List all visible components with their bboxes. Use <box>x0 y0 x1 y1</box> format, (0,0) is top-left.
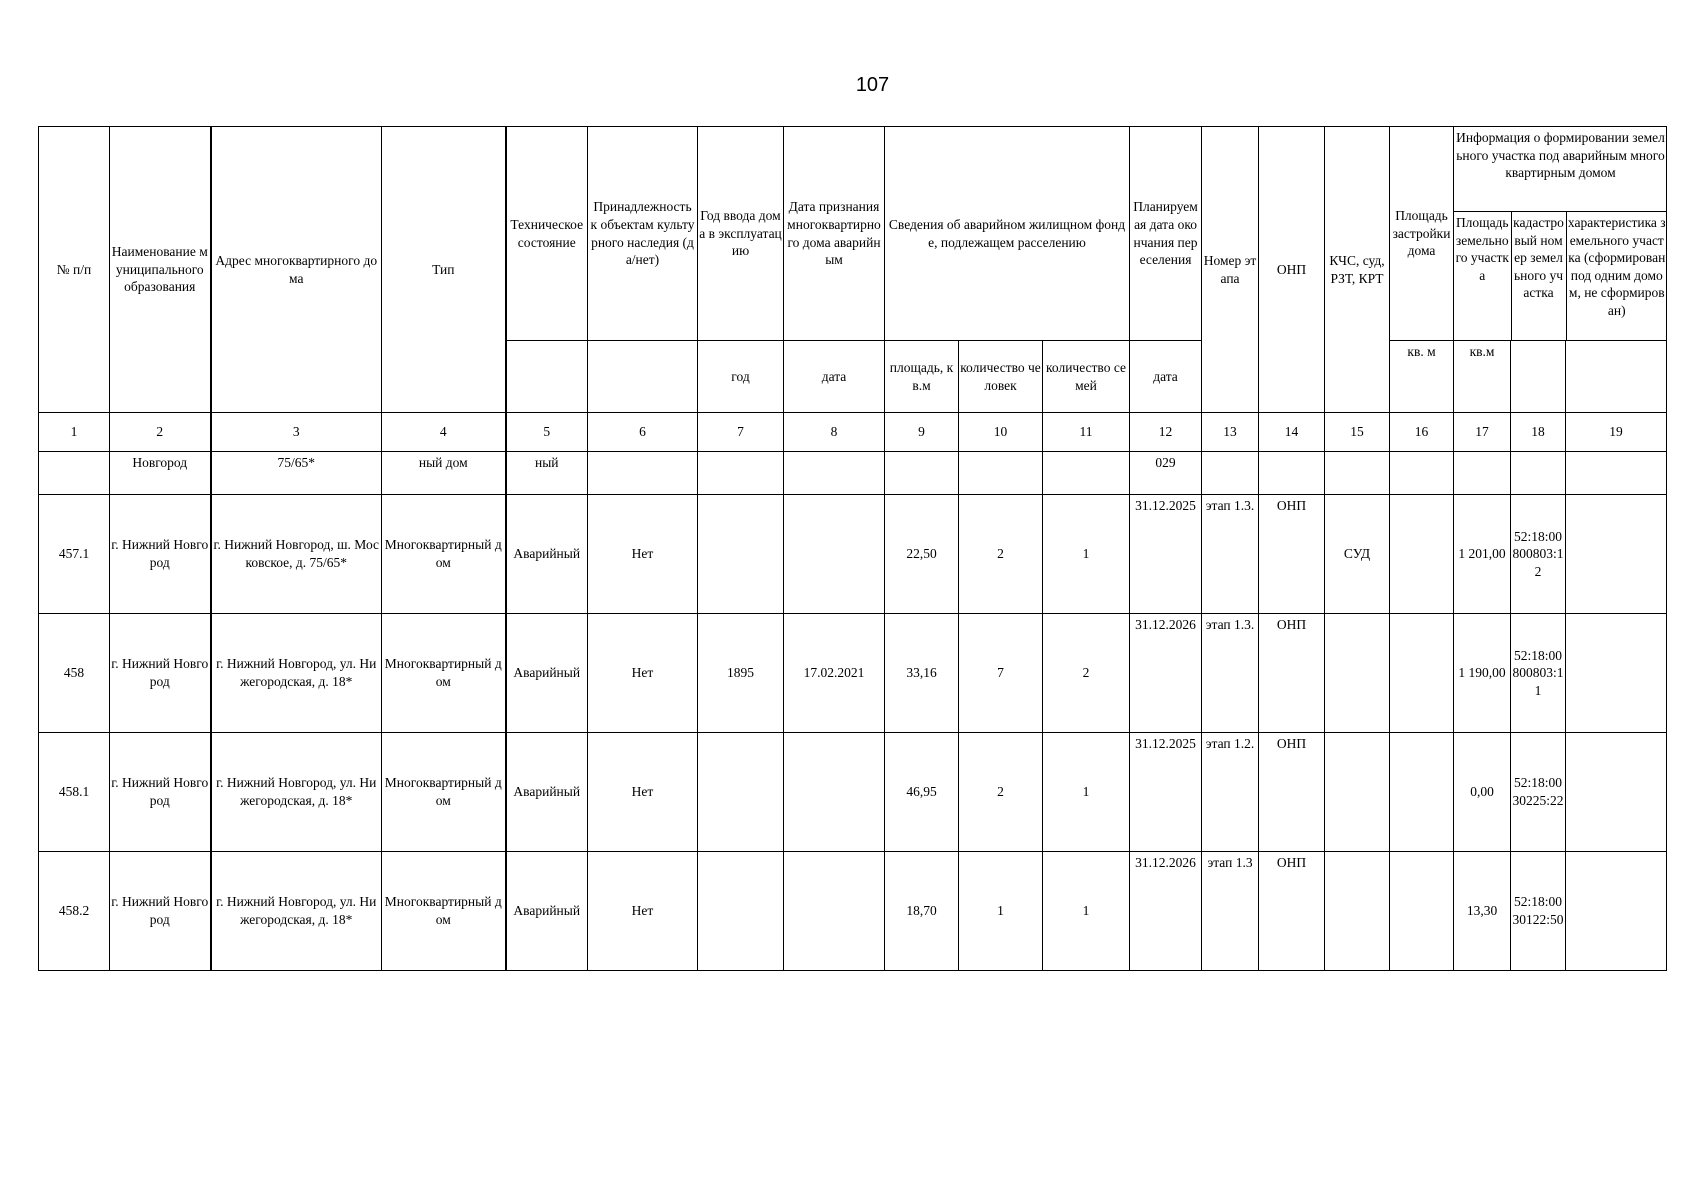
cell <box>1202 452 1259 495</box>
cell <box>588 452 698 495</box>
land-char-cell <box>1566 614 1667 733</box>
heritage-cell: Нет <box>588 495 698 614</box>
area-cell: 18,70 <box>885 852 959 971</box>
families-cell: 1 <box>1043 852 1130 971</box>
col-number: 7 <box>698 413 784 452</box>
kchs-cell <box>1325 614 1390 733</box>
condition-cell: Аварийный <box>506 614 588 733</box>
stage-cell: этап 1.3 <box>1202 852 1259 971</box>
heritage-cell: Нет <box>588 614 698 733</box>
municipality-cell: г. Нижний Новгород <box>110 614 211 733</box>
table-row <box>39 733 1667 852</box>
cell: 75/65* <box>211 452 382 495</box>
cadastral-cell: 52:18:00800803:11 <box>1511 614 1566 733</box>
people-cell: 2 <box>959 733 1043 852</box>
subheader-land-char <box>1566 341 1667 413</box>
subheader-build-area: кв. м <box>1390 341 1454 413</box>
header-land-area: Площадь земельного участка <box>1454 212 1511 341</box>
build-area-cell <box>1390 614 1454 733</box>
subheader-year: год <box>698 341 784 413</box>
municipality-cell: г. Нижний Новгород <box>110 733 211 852</box>
row-number: 458.1 <box>39 733 110 852</box>
col-number: 14 <box>1259 413 1325 452</box>
kchs-cell <box>1325 733 1390 852</box>
cell <box>1511 452 1566 495</box>
municipality-cell: г. Нижний Новгород <box>110 495 211 614</box>
header-condition: Техническое состояние <box>506 127 588 341</box>
date-recognized-cell <box>784 852 885 971</box>
land-area-cell: 0,00 <box>1454 733 1511 852</box>
table-row <box>39 852 1667 971</box>
header-land-info <box>1454 127 1667 341</box>
page-number: 107 <box>855 74 890 96</box>
header-emergency-fund: Сведения об аварийном жилищном фонде, подлежащем расселению <box>885 127 1130 341</box>
row-number: 458 <box>39 614 110 733</box>
heritage-cell: Нет <box>588 733 698 852</box>
col-number: 9 <box>885 413 959 452</box>
condition-cell: Аварийный <box>506 852 588 971</box>
header-address: Адрес многоквартирного дома <box>211 127 382 413</box>
col-number: 15 <box>1325 413 1390 452</box>
date-recognized-cell: 17.02.2021 <box>784 614 885 733</box>
cell <box>1325 452 1390 495</box>
cell <box>1259 452 1325 495</box>
land-area-cell: 13,30 <box>1454 852 1511 971</box>
column-numbers-row <box>39 413 1667 452</box>
header-land-info-title: Информация о формировании земельного участка под аварийным многоквартирным домом <box>1454 127 1667 212</box>
type-cell: Многоквартирный дом <box>382 614 506 733</box>
area-cell: 46,95 <box>885 733 959 852</box>
cell <box>959 452 1043 495</box>
land-area-cell: 1 201,00 <box>1454 495 1511 614</box>
condition-cell: Аварийный <box>506 495 588 614</box>
col-number: 17 <box>1454 413 1511 452</box>
header-num: № п/п <box>39 127 110 413</box>
header-municipality: Наименование муниципального образования <box>110 127 211 413</box>
subheader-heritage <box>588 341 698 413</box>
col-number: 13 <box>1202 413 1259 452</box>
onp-cell: ОНП <box>1259 614 1325 733</box>
emergency-housing-table <box>38 126 1667 971</box>
header-land-char: характеристика земельного участка (сформирован под одним домом, не сформирован) <box>1567 215 1666 318</box>
stage-cell: этап 1.3. <box>1202 614 1259 733</box>
kchs-cell: СУД <box>1325 495 1390 614</box>
col-number: 12 <box>1130 413 1202 452</box>
header-stage: Номер этапа <box>1202 127 1259 413</box>
build-area-cell <box>1390 495 1454 614</box>
subheader-date: дата <box>784 341 885 413</box>
address-cell: г. Нижний Новгород, ш. Московское, д. 75/65* <box>211 495 382 614</box>
year-cell: 1895 <box>698 614 784 733</box>
area-cell: 33,16 <box>885 614 959 733</box>
subheader-cadastral <box>1511 341 1566 413</box>
onp-cell: ОНП <box>1259 733 1325 852</box>
col-number: 3 <box>211 413 382 452</box>
heritage-cell: Нет <box>588 852 698 971</box>
header-kchs: КЧС, суд, РЗТ, КРТ <box>1325 127 1390 413</box>
land-char-cell <box>1566 733 1667 852</box>
people-cell: 2 <box>959 495 1043 614</box>
row-number: 458.2 <box>39 852 110 971</box>
col-number: 16 <box>1390 413 1454 452</box>
families-cell: 1 <box>1043 495 1130 614</box>
subheader-land-area: кв.м <box>1454 341 1511 413</box>
cadastral-cell: 52:18:00800803:12 <box>1511 495 1566 614</box>
stage-cell: этап 1.2. <box>1202 733 1259 852</box>
planned-date-cell: 31.12.2026 <box>1130 614 1202 733</box>
stage-cell: этап 1.3. <box>1202 495 1259 614</box>
area-cell: 22,50 <box>885 495 959 614</box>
condition-cell: Аварийный <box>506 733 588 852</box>
address-cell: г. Нижний Новгород, ул. Нижегородская, д. 18* <box>211 614 382 733</box>
header-date-recognized: Дата признания многоквартирного дома аварийным <box>784 127 885 341</box>
col-number: 11 <box>1043 413 1130 452</box>
header-onp: ОНП <box>1259 127 1325 413</box>
col-number: 4 <box>382 413 506 452</box>
families-cell: 1 <box>1043 733 1130 852</box>
col-number: 5 <box>506 413 588 452</box>
col-number: 19 <box>1566 413 1667 452</box>
col-number: 8 <box>784 413 885 452</box>
header-year: Год ввода дома в эксплуатацию <box>698 127 784 341</box>
subheader-area: площадь, кв.м <box>885 341 959 413</box>
cadastral-cell: 52:18:0030225:22 <box>1511 733 1566 852</box>
families-cell: 2 <box>1043 614 1130 733</box>
subheader-condition <box>506 341 588 413</box>
header-planned-date: Планируемая дата окончания переселения <box>1130 127 1202 341</box>
subheader-planned-date: дата <box>1130 341 1202 413</box>
header-cadastral: кадастровый номер земельного участка <box>1511 212 1566 341</box>
land-char-cell <box>1566 495 1667 614</box>
cell <box>39 452 110 495</box>
table-row <box>39 495 1667 614</box>
cell: 029 <box>1130 452 1202 495</box>
row-number: 457.1 <box>39 495 110 614</box>
cell <box>1454 452 1511 495</box>
col-number: 18 <box>1511 413 1566 452</box>
cell: ный дом <box>382 452 506 495</box>
planned-date-cell: 31.12.2025 <box>1130 733 1202 852</box>
continued-row <box>39 452 1667 495</box>
cell <box>698 452 784 495</box>
people-cell: 7 <box>959 614 1043 733</box>
col-number: 2 <box>110 413 211 452</box>
header-type: Тип <box>382 127 506 413</box>
kchs-cell <box>1325 852 1390 971</box>
land-area-cell: 1 190,00 <box>1454 614 1511 733</box>
year-cell <box>698 852 784 971</box>
table-row <box>39 614 1667 733</box>
land-char-cell <box>1566 852 1667 971</box>
col-number: 1 <box>39 413 110 452</box>
type-cell: Многоквартирный дом <box>382 495 506 614</box>
cell <box>784 452 885 495</box>
address-cell: г. Нижний Новгород, ул. Нижегородская, д. 18* <box>211 852 382 971</box>
subheader-people: количество человек <box>959 341 1043 413</box>
cell: ный <box>506 452 588 495</box>
col-number: 10 <box>959 413 1043 452</box>
date-recognized-cell <box>784 495 885 614</box>
cell <box>1390 452 1454 495</box>
municipality-cell: г. Нижний Новгород <box>110 852 211 971</box>
cell: Новгород <box>110 452 211 495</box>
onp-cell: ОНП <box>1259 852 1325 971</box>
type-cell: Многоквартирный дом <box>382 852 506 971</box>
cadastral-cell: 52:18:0030122:50 <box>1511 852 1566 971</box>
year-cell <box>698 733 784 852</box>
cell <box>1043 452 1130 495</box>
cell <box>885 452 959 495</box>
cell <box>1566 452 1667 495</box>
address-cell: г. Нижний Новгород, ул. Нижегородская, д. 18* <box>211 733 382 852</box>
planned-date-cell: 31.12.2025 <box>1130 495 1202 614</box>
planned-date-cell: 31.12.2026 <box>1130 852 1202 971</box>
type-cell: Многоквартирный дом <box>382 733 506 852</box>
subheader-families: количество семей <box>1043 341 1130 413</box>
people-cell: 1 <box>959 852 1043 971</box>
build-area-cell <box>1390 733 1454 852</box>
col-number: 6 <box>588 413 698 452</box>
year-cell <box>698 495 784 614</box>
header-build-area: Площадь застройки дома <box>1390 127 1454 341</box>
header-heritage: Принадлежность к объектам культурного наследия (да/нет) <box>588 127 698 341</box>
onp-cell: ОНП <box>1259 495 1325 614</box>
build-area-cell <box>1390 852 1454 971</box>
date-recognized-cell <box>784 733 885 852</box>
